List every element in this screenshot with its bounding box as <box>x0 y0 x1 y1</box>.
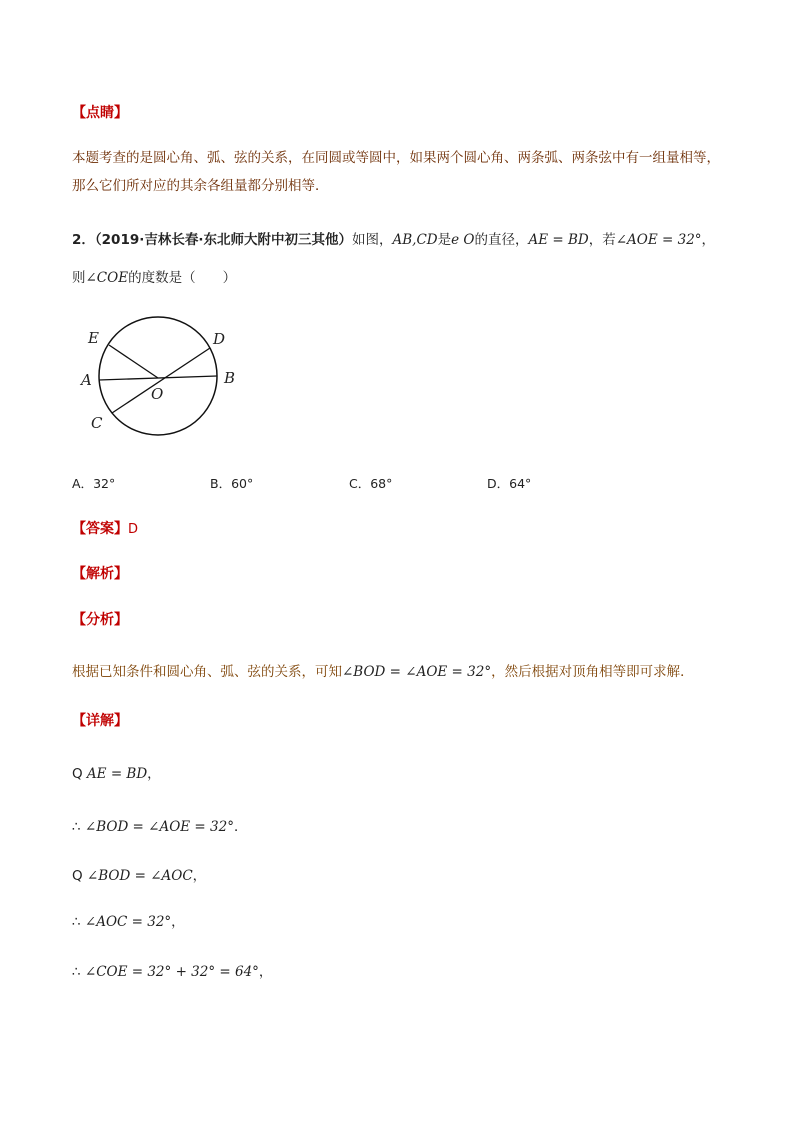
question-line-2 <box>72 266 236 286</box>
solution-5-prefix: ∴ <box>72 964 85 980</box>
solution-2-suffix: ． <box>233 819 248 835</box>
q-math-ab-cd: AB,CD <box>392 232 438 248</box>
answer-line <box>72 518 138 538</box>
circle-figure <box>72 312 252 442</box>
solution-1-suffix: ， <box>147 766 161 782</box>
q-math-circle-o: e O <box>451 232 475 248</box>
q-text-2: 是 <box>437 232 452 248</box>
q-text-4: ，若 <box>588 232 616 248</box>
diameter-cd <box>112 348 210 413</box>
answer-value: D <box>128 522 139 537</box>
option-a-label: A． <box>72 476 94 491</box>
option-a-value: 32° <box>93 476 116 491</box>
solution-line-5 <box>72 960 272 980</box>
solution-line-4 <box>72 910 185 930</box>
fenxi-text <box>72 660 694 680</box>
solution-3-expr: ∠BOD = ∠AOC <box>86 868 193 884</box>
solution-1-expr: AE = BD <box>86 766 148 782</box>
q-math-arc-eq: AE = BD <box>528 232 589 248</box>
option-a <box>72 474 115 492</box>
q-text-1: 如图， <box>352 232 393 248</box>
option-d-label: D． <box>487 476 510 491</box>
option-c-value: 68° <box>370 476 393 491</box>
question-line-1 <box>72 228 715 248</box>
label-c: C <box>91 414 103 432</box>
label-e: E <box>88 329 99 347</box>
jiexi-heading: 【解析】 <box>72 566 128 582</box>
question-number: 2． <box>72 232 95 248</box>
option-b <box>210 474 253 492</box>
answer-heading: 【答案】 <box>72 521 128 537</box>
solution-4-suffix: ， <box>171 914 185 930</box>
fenxi-math: ∠BOD = ∠AOE = 32° <box>342 664 492 680</box>
solution-2-prefix: ∴ <box>72 819 85 835</box>
solution-5-suffix: ， <box>258 964 273 980</box>
label-d: D <box>213 330 226 348</box>
fenxi-part-1: 根据已知条件和圆心角、弧、弦的关系，可知 <box>72 664 342 680</box>
label-b: B <box>224 369 236 387</box>
solution-line-1 <box>72 762 161 782</box>
option-c <box>349 474 392 492</box>
solution-1-prefix: Q <box>72 766 87 782</box>
q-text-6: 则 <box>72 270 86 286</box>
solution-4-expr: ∠AOC = 32° <box>84 914 172 930</box>
q-math-angle-coe: ∠COE <box>85 270 129 286</box>
option-b-label: B． <box>210 476 232 491</box>
option-d <box>487 474 531 492</box>
label-o: O <box>151 385 164 403</box>
q-text-3: 的直径， <box>474 232 529 248</box>
solution-3-prefix: Q <box>72 868 87 884</box>
question-source: （2019·吉林长春·东北师大附中初三其他） <box>94 232 352 248</box>
solution-3-suffix: ， <box>192 868 207 884</box>
fenxi-heading: 【分析】 <box>72 612 128 628</box>
solution-4-prefix: ∴ <box>72 914 85 930</box>
solution-line-2 <box>72 815 247 835</box>
label-a: A <box>81 371 92 389</box>
radius-oe <box>109 345 158 378</box>
solution-5-expr: ∠COE = 32° + 32° = 64° <box>84 964 259 980</box>
dianjing-text: 本题考查的是圆心角、弧、弦的关系，在同圆或等圆中，如果两个圆心角、两条弧、两条弦中有一组量相等，那么它们所对应的其余各组量都分别相等． <box>72 150 720 194</box>
q-text-5: ， <box>701 232 716 248</box>
q-math-angle-aoe: ∠AOE = 32° <box>615 232 702 248</box>
xiangjie-heading: 【详解】 <box>72 713 128 729</box>
option-d-value: 64° <box>509 476 532 491</box>
solution-2-expr: ∠BOD = ∠AOE = 32° <box>84 819 234 835</box>
option-c-label: C． <box>349 476 371 491</box>
dianjing-heading: 【点睛】 <box>72 105 128 121</box>
solution-line-3 <box>72 864 206 884</box>
q-text-7: 的度数是（ ） <box>128 270 237 286</box>
option-b-value: 60° <box>231 476 254 491</box>
fenxi-part-2: ，然后根据对顶角相等即可求解． <box>491 664 694 680</box>
